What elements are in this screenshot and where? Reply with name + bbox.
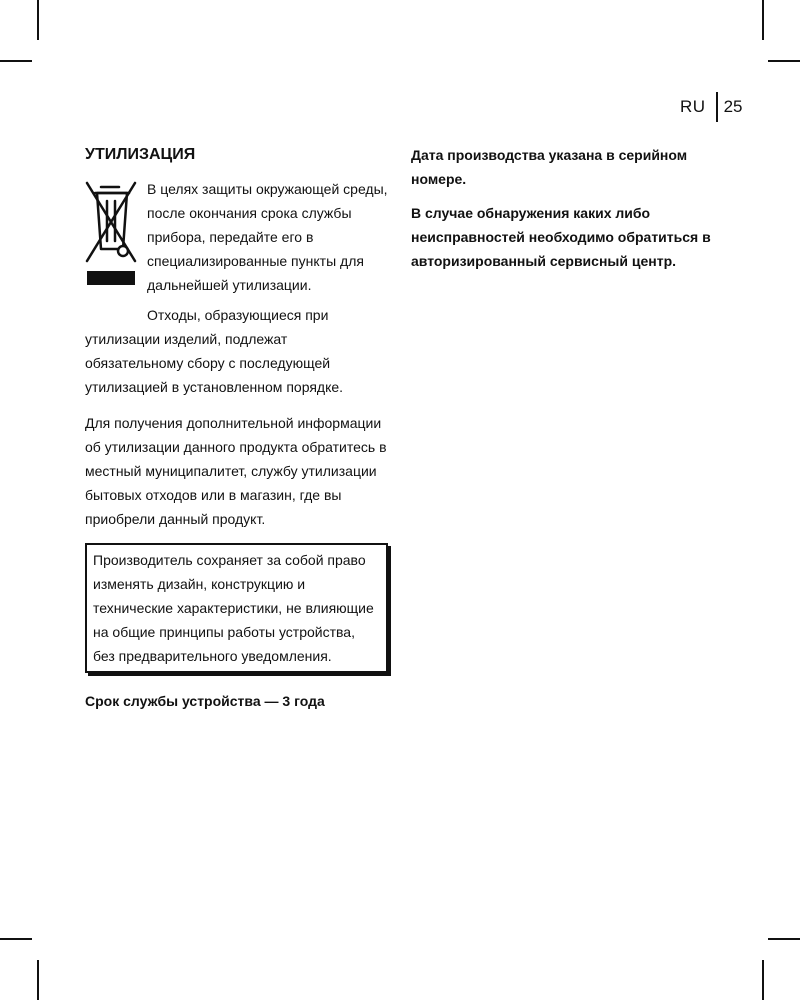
crop-mark (0, 938, 32, 940)
language-label: RU (680, 97, 706, 116)
page-header (680, 92, 742, 122)
right-column (411, 143, 741, 273)
crop-mark (768, 60, 800, 62)
crop-mark (37, 0, 39, 40)
page-number: 25 (723, 97, 743, 116)
intro-text: В целях защиты окружающей среды, после окончания срока службы прибора, передайте его в специализированные пункты для дальнейшей утилизации. (147, 181, 388, 293)
crossed-out-wheelie-bin-icon (85, 179, 137, 287)
info-paragraph: Для получения дополнительной информации об утилизации данного продукта обратитесь в местный муниципалитет, службу утилизации бытовых отходов или в магазин, где вы приобрели данный продукт. (85, 415, 387, 527)
crop-mark (768, 938, 800, 940)
waste-paragraph: Отходы, образующиеся при утилизации изделий, подлежат обязательному сбору с последующей утилизацией в установленном порядке. (85, 307, 344, 395)
crop-mark (37, 960, 39, 1000)
crop-mark (762, 960, 764, 1000)
left-column (85, 143, 388, 713)
crop-mark (762, 0, 764, 40)
manufacturer-notice-text: Производитель сохраняет за собой право изменять дизайн, конструкцию и технические характеристики, не влияющие на общие принципы работы устройства, без предварительного уведомления. (93, 552, 374, 664)
production-date-text: Дата производства указана в серийном номере. (411, 147, 688, 187)
manufacturer-notice-box (85, 543, 388, 673)
crop-mark (0, 60, 32, 62)
service-center-text: В случае обнаружения каких либо неисправностей необходимо обратиться в авторизированный сервисный центр. (411, 205, 711, 269)
intro-block (85, 177, 388, 297)
service-life-text: Срок службы устройства — 3 года (85, 693, 325, 709)
section-title: УТИЛИЗАЦИЯ (85, 146, 196, 163)
